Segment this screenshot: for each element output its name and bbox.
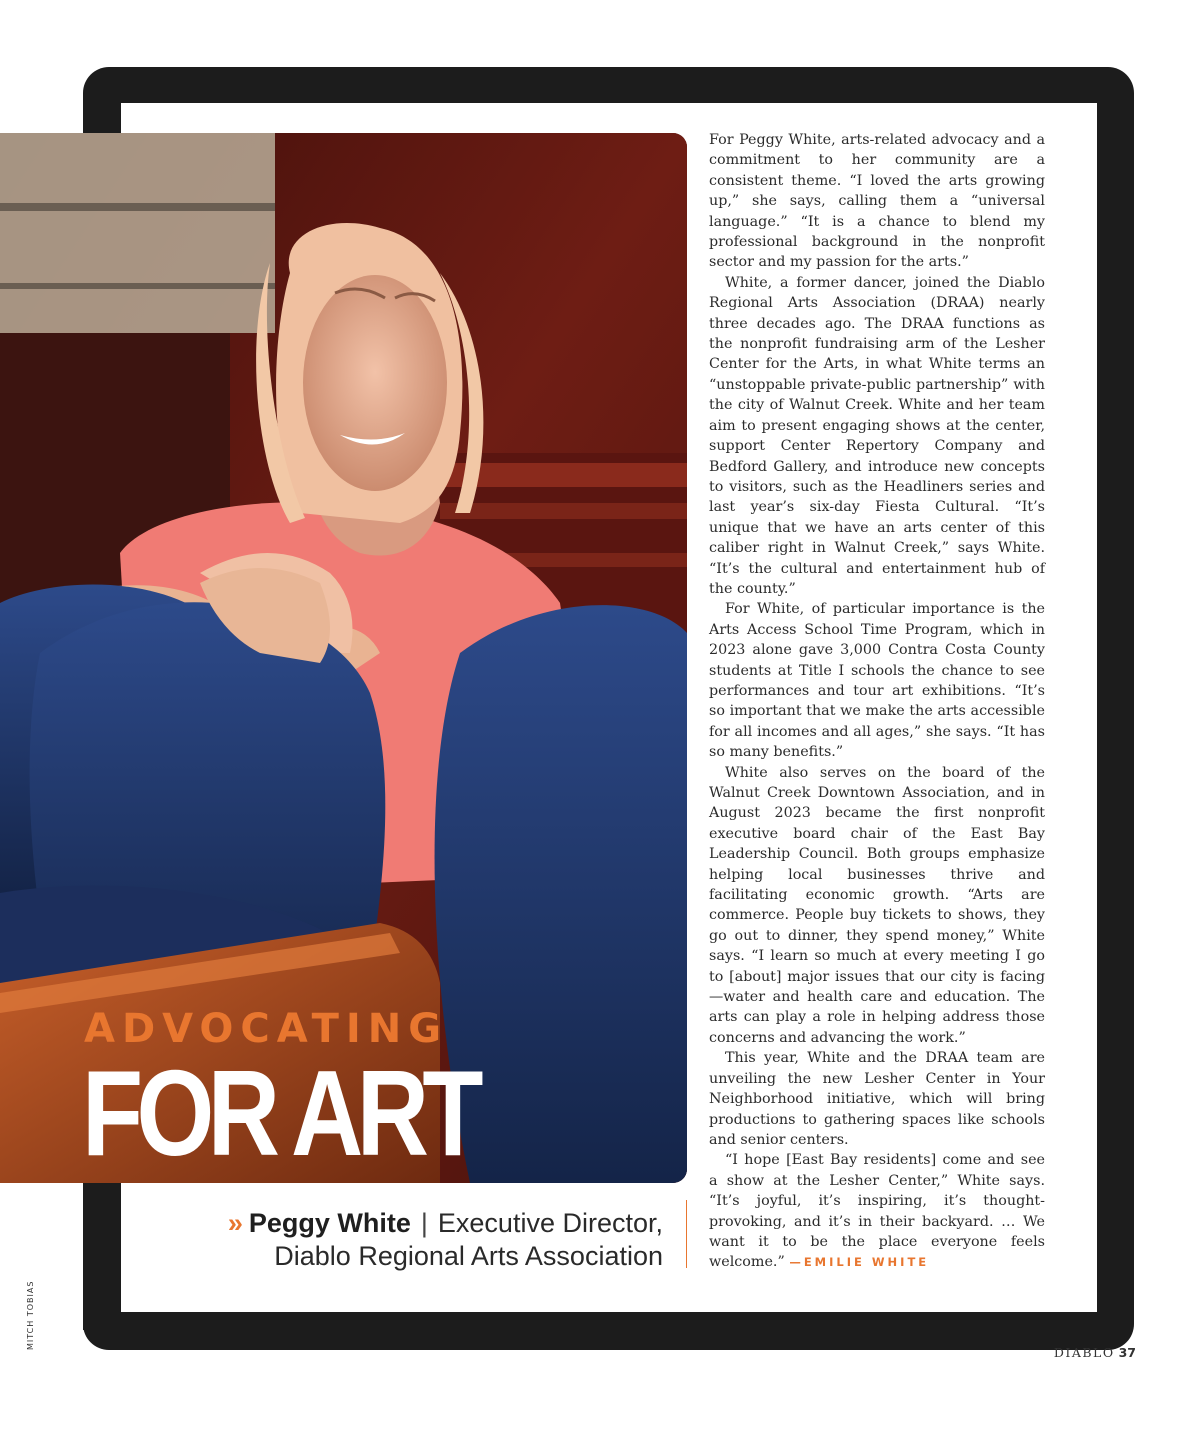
page-folio	[1054, 1345, 1136, 1360]
photo-caption	[228, 1207, 663, 1273]
headline-kicker: ADVOCATING	[84, 1006, 449, 1052]
article-paragraph: This year, White and the DRAA team are unveiling the new Lesher Center in Your Neighborhood initiative, which will bring productions to gathering spaces like schools and senior centers.	[709, 1050, 1045, 1148]
article-paragraph: White also serves on the board of the Walnut Creek Downtown Association, and in August 2023 became the first nonprofit executive board chair of the East Bay Leadership Council. Both groups emphasize helping local businesses thrive and facilitating economic growth. “Arts are commerce. People buy tickets to shows, they go out to dinner, they spend money,” White says. “I learn so much at every meeting I go to [about] major issues that our city is facing—water and health care and education. The arts can play a role in helping address those concerns and advancing the work.”	[709, 764, 1045, 1046]
caption-rule	[686, 1200, 687, 1268]
folio-page-number: 37	[1118, 1345, 1136, 1360]
photo-credit: MITCH TOBIAS	[26, 1280, 35, 1350]
article-byline: —EMILIE WHITE	[789, 1255, 930, 1270]
caption-title-line2: Diablo Regional Arts Association	[274, 1241, 663, 1271]
caption-separator: |	[420, 1208, 428, 1238]
article-paragraph: White, a former dancer, joined the Diablo Regional Arts Association (DRAA) nearly three decades ago. The DRAA functions as the nonprofit fundraising arm of the Lesher Center for the Arts, in what White terms an “unstoppable private-public partnership” with the city of Walnut Creek. White and her team aim to present engaging shows at the center, support Center Repertory Company and Bedford Gallery, and introduce new concepts to visitors, such as the Headliners series and last year’s six-day Fiesta Cultural. “It’s unique that we have an arts center of this caliber right in Walnut Creek,” says White. “It’s the cultural and entertainment hub of the county.”	[709, 274, 1045, 597]
article-paragraph: For White, of particular importance is the Arts Access School Time Program, which in 2023 alone gave 3,000 Contra Costa County students at Title I schools the chance to see performances and tour art exhibitions. “It’s so important that we make the arts accessible for all incomes and all ages,” she says. “It has so many benefits.”	[709, 601, 1045, 761]
chevron-icon: »	[227, 1208, 243, 1238]
folio-publication: DIABLO	[1053, 1345, 1115, 1360]
caption-line-1	[228, 1207, 663, 1240]
article-body	[709, 130, 1045, 1273]
article-paragraph: For Peggy White, arts-related advocacy and a commitment to her community are a consistent theme. “I loved the arts growing up,” she says, calling them a “universal language.” “It is a chance to blend my professional background in the nonprofit sector and my passion for the arts.”	[709, 132, 1045, 271]
headline-main: FOR ART	[82, 1045, 477, 1181]
page-frame-notch	[83, 1200, 121, 1330]
article-paragraph-text: “I hope [East Bay residents] come and see a show at the Lesher Center,” White says. “It’s joyful, it’s inspiring, it’s thought-provoking, and it’s in their backyard. … We want it to be the place everyone feels welcome.”	[709, 1152, 1045, 1271]
caption-title-line1: Executive Director,	[437, 1208, 663, 1238]
article-paragraph-last	[709, 1150, 1045, 1272]
caption-name: Peggy White	[248, 1208, 411, 1238]
